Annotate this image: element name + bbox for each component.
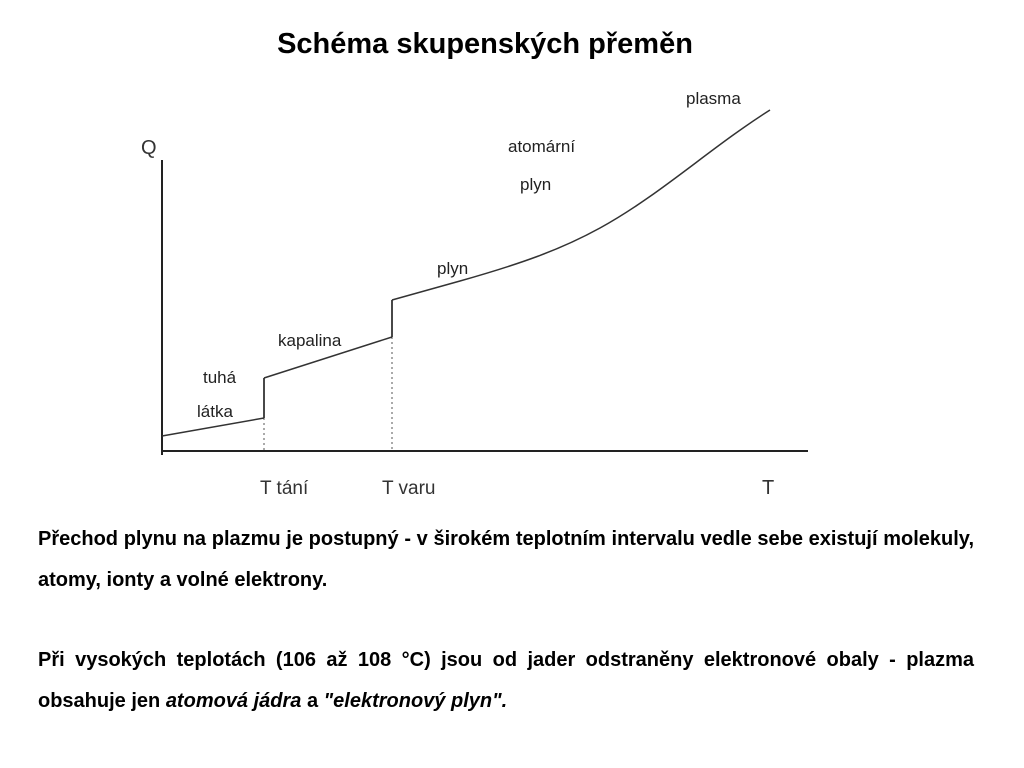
paragraph-plasma-transition: Přechod plynu na plazmu je postupný - v širokém teplotním intervalu vedle sebe existují molekuly, atomy, ionty a volné elektrony.: [38, 528, 974, 591]
phase-label-atomic-gas-2: plyn: [520, 175, 552, 194]
phase-label-solid-1: tuhá: [203, 368, 237, 387]
phase-label-plasma: plasma: [686, 89, 741, 108]
paragraph2-italic-electron-gas: "elektronový plyn".: [323, 690, 508, 712]
phase-label-gas: plyn: [437, 259, 469, 278]
page-title: Schéma skupenských přeměn: [277, 28, 693, 60]
phase-label-atomic-gas-1: atomární: [508, 137, 576, 156]
phase-label-liquid: kapalina: [278, 331, 342, 350]
paragraph2-italic-nuclei: atomová jádra: [165, 690, 302, 712]
paragraph2-text-a: Při vysokých teplotách (106 až 108 °C) jsou od jader odstraněny elektronové obaly - plazma obsahuje jen: [38, 649, 974, 712]
phase-label-solid-2: látka: [197, 402, 233, 421]
y-axis-label: Q: [141, 137, 157, 159]
paragraph-high-temperature: [38, 640, 974, 722]
x-axis-label: T: [762, 477, 775, 499]
x-tick-melting: T tání: [260, 478, 309, 499]
x-tick-boiling: T varu: [382, 478, 436, 499]
paragraph2-text-b: a: [301, 690, 324, 712]
